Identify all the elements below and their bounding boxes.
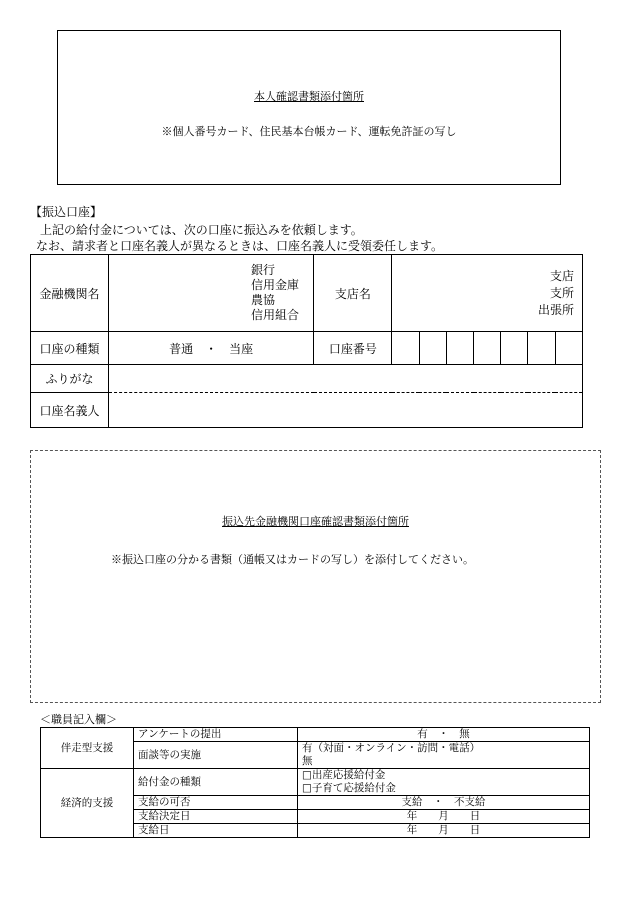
payment-date-value[interactable]: 年 月 日 xyxy=(298,824,590,838)
decision-date-label: 支給決定日 xyxy=(134,810,298,824)
holder-field[interactable] xyxy=(108,393,582,428)
account-digit[interactable] xyxy=(501,332,528,365)
holder-label: 口座名義人 xyxy=(31,393,109,428)
branch-type-shiten: 支店 xyxy=(549,268,574,283)
furigana-field[interactable] xyxy=(108,365,582,393)
account-table xyxy=(30,254,583,428)
staff-section-title: ＜職員記入欄＞ xyxy=(40,713,117,726)
account-digit[interactable] xyxy=(474,332,501,365)
interview-label: 面談等の実施 xyxy=(134,742,298,769)
id-document-attachment-box xyxy=(57,30,561,185)
survey-label: アンケートの提出 xyxy=(134,728,298,742)
approval-label: 支給の可否 xyxy=(134,796,298,810)
table-row xyxy=(41,769,590,783)
account-digit[interactable] xyxy=(555,332,582,365)
interview-value-1[interactable]: 有（対面・オンライン・訪問・電話） xyxy=(298,742,590,756)
staff-table xyxy=(40,727,590,838)
account-digit[interactable] xyxy=(419,332,446,365)
bank-box-note: ※振込口座の分かる書類（通帳又はカードの写し）を添付してください。 xyxy=(111,553,474,566)
id-box-note: ※個人番号カード、住民基本台帳カード、運転免許証の写し xyxy=(161,125,457,138)
bank-label: 金融機関名 xyxy=(31,255,109,332)
benefit-type-value-1[interactable]: □出産応援給付金 xyxy=(298,769,590,783)
furigana-row xyxy=(31,365,583,393)
survey-value[interactable]: 有 ・ 無 xyxy=(298,728,590,742)
bank-type-shinkin: 信用金庫 xyxy=(250,278,299,292)
support-group-1: 伴走型支援 xyxy=(41,728,134,769)
bank-document-attachment-box xyxy=(30,450,601,703)
account-digit[interactable] xyxy=(528,332,555,365)
account-type-row xyxy=(31,332,583,365)
bank-type-nokyo: 農協 xyxy=(250,293,275,307)
bank-type-bank: 銀行 xyxy=(250,263,275,277)
support-group-2: 経済的支援 xyxy=(41,769,134,838)
bank-type-shinkumi: 信用組合 xyxy=(250,308,299,322)
bank-row xyxy=(31,255,583,332)
benefit-type-label: 給付金の種類 xyxy=(134,769,298,796)
branch-type-shisho: 支所 xyxy=(549,285,574,300)
holder-row xyxy=(31,393,583,428)
account-digit[interactable] xyxy=(392,332,419,365)
account-type-label: 口座の種類 xyxy=(31,332,109,365)
interview-value-2[interactable]: 無 xyxy=(298,755,590,769)
benefit-type-value-2[interactable]: □子育て応援給付金 xyxy=(298,782,590,796)
bank-name-field[interactable] xyxy=(108,255,313,332)
decision-date-value[interactable]: 年 月 日 xyxy=(298,810,590,824)
transfer-line1: 上記の給付金については、次の口座に振込みを依頼します。 xyxy=(40,223,363,237)
transfer-section-title: 【振込口座】 xyxy=(30,205,103,219)
branch-label: 支店名 xyxy=(314,255,392,332)
payment-date-label: 支給日 xyxy=(134,824,298,838)
transfer-line2: なお、請求者と口座名義人が異なるときは、口座名義人に受領委任します。 xyxy=(36,239,444,253)
approval-value[interactable]: 支給 ・ 不支給 xyxy=(298,796,590,810)
account-type-options[interactable]: 普通 ・ 当座 xyxy=(108,332,313,365)
furigana-label: ふりがな xyxy=(31,365,109,393)
bank-box-title: 振込先金融機関口座確認書類添付箇所 xyxy=(222,515,409,528)
table-row xyxy=(41,728,590,742)
account-digit[interactable] xyxy=(446,332,473,365)
branch-type-shuchojo: 出張所 xyxy=(537,302,574,317)
id-box-title: 本人確認書類添付箇所 xyxy=(254,90,364,103)
branch-name-field[interactable] xyxy=(392,255,583,332)
account-number-label: 口座番号 xyxy=(314,332,392,365)
